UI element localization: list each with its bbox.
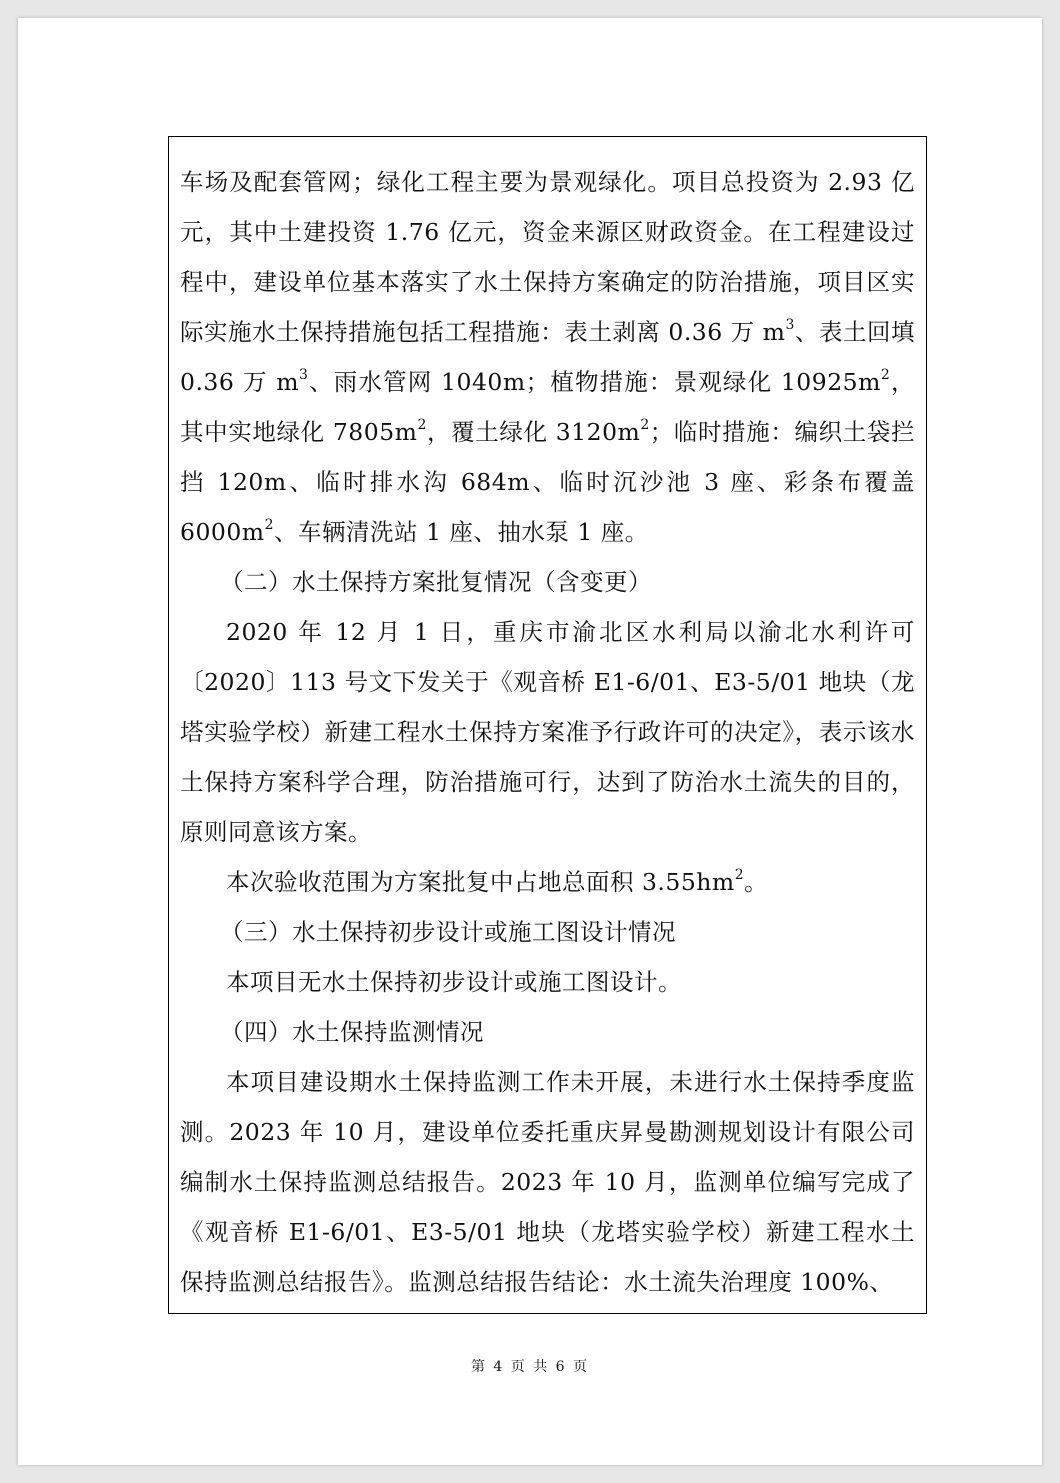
page-number: 第 4 页 共 6 页 (470, 1359, 590, 1375)
section1-tail-paragraph: 车场及配套管网；绿化工程主要为景观绿化。项目总投资为 2.93 亿元，其中土建投资 1.76 亿元，资金来源区财政资金。在工程建设过程中，建设单位基本落实了水土保持方案确定的防治措施，项目区实际实施水土保持措施包括工程措施：表土剥离 0.36 万 $m^3$、表土回填 0.36 万 $m^3$、雨水管网 1040m；植物措施：景观绿化 $10925m^2$，其中实地绿化 $7805m^2$，覆土绿化 $3120m^2$；临时措施：编织土袋拦挡 120m、临时排水沟 684m、临时沉沙池 3 座、彩条布覆盖 $6000m^2$、车辆清洗站 1 座、抽水泵 1 座。 (180, 168, 916, 546)
section2-scope-paragraph: 本次验收范围为方案批复中占地总面积 $3.55hm^2$。 (226, 867, 769, 896)
content-frame (168, 136, 927, 1314)
section3-paragraph: 本项目无水土保持初步设计或施工图设计。 (226, 968, 682, 996)
section3-heading: （三）水土保持初步设计或施工图设计情况 (220, 918, 676, 946)
document-page (18, 18, 1042, 1465)
section4-paragraph: 本项目建设期水土保持监测工作未开展，未进行水土保持季度监测。2023 年 10 月，建设单位委托重庆昇曼勘测规划设计有限公司编制水土保持监测总结报告。2023 年 10 月，监测单位编写完成了《观音桥 E1-6/01、E3-5/01 地块（龙塔实验学校）新建工程水土保持监测总结报告》。监测总结报告结论：水土流失治理度 100%、 (180, 1068, 915, 1296)
section2-heading: （二）水土保持方案批复情况（含变更） (220, 568, 652, 596)
section2-approval-paragraph: 2020 年 12 月 1 日，重庆市渝北区水利局以渝北水利许可〔2020〕113 号文下发关于《观音桥 E1-6/01、E3-5/01 地块（龙塔实验学校）新建工程水土保持方案准予行政许可的决定》，表示该水土保持方案科学合理，防治措施可行，达到了防治水土流失的目的，原则同意该方案。 (180, 618, 915, 846)
section4-heading: （四）水土保持监测情况 (220, 1018, 484, 1046)
